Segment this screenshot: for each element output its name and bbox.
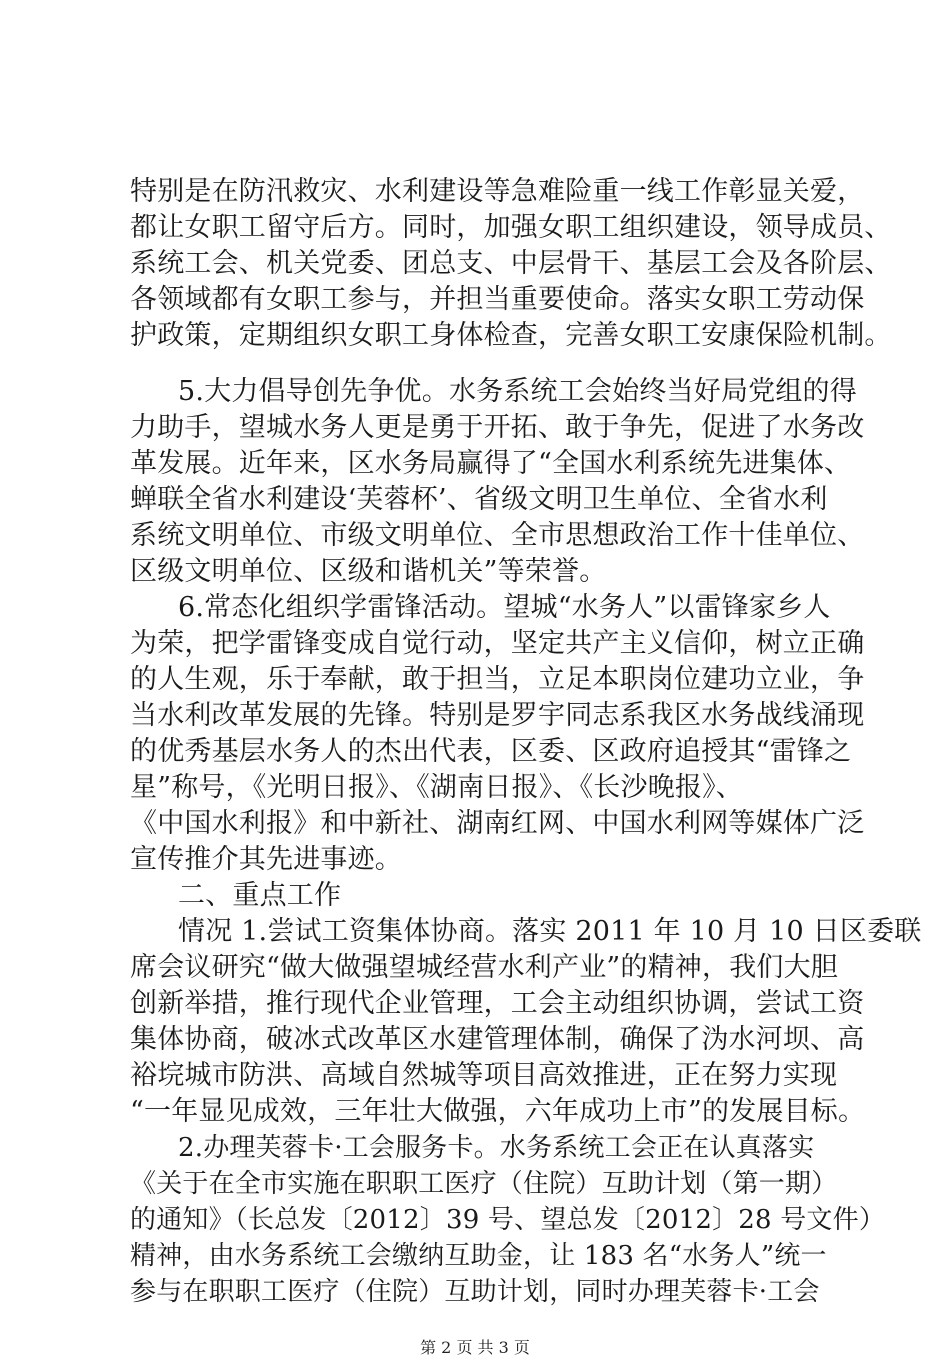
body-text-line: 护政策，定期组织女职工身体检查，完善女职工安康保险机制。 [130, 320, 892, 351]
body-text-line: 参与在职职工医疗（住院）互助计划，同时办理芙蓉卡·工会 [130, 1277, 820, 1307]
body-text-line: 集体协商，破冰式改革区水建管理体制，确保了沩水河坝、高 [130, 1024, 865, 1055]
body-text-line: 精神，由水务系统工会缴纳互助金，让 183 名“水务人”统一 [130, 1241, 827, 1271]
body-text-line: 特别是在防汛救灾、水利建设等急难险重一线工作彰显关爱， [130, 176, 865, 207]
body-text-line: 《关于在全市实施在职职工医疗（住院）互助计划（第一期） [130, 1169, 838, 1199]
body-text-line: 系统工会、机关党委、团总支、中层骨干、基层工会及各阶层、 [130, 248, 892, 279]
body-text-line: 创新举措，推行现代企业管理，工会主动组织协调，尝试工资 [130, 988, 865, 1019]
page-number-footer: 第 2 页 共 3 页 [420, 1338, 530, 1357]
body-text-line: 力助手，望城水务人更是勇于开拓、敢于争先，促进了水务改 [130, 412, 865, 443]
paragraph-first-line: 6.常态化组织学雷锋活动。望城“水务人”以雷锋家乡人 [178, 592, 831, 623]
body-text-line: 区级文明单位、区级和谐机关”等荣誉。 [130, 556, 607, 587]
body-text-line: 的通知》（长总发〔2012〕39 号、望总发〔2012〕28 号文件） [130, 1205, 886, 1235]
body-text-line: 当水利改革发展的先锋。特别是罗宇同志系我区水务战线涌现 [130, 700, 865, 731]
body-text-line: 为荣，把学雷锋变成自觉行动，坚定共产主义信仰，树立正确 [130, 628, 865, 659]
body-text-line: 蝉联全省水利建设‘芙蓉杯’、省级文明卫生单位、全省水利 [130, 484, 828, 515]
body-text-line: 系统文明单位、市级文明单位、全市思想政治工作十佳单位、 [130, 520, 865, 551]
body-text-line: 裕垸城市防洪、高域自然城等项目高效推进，正在努力实现 [130, 1060, 838, 1091]
paragraph-first-line: 2.办理芙蓉卡·工会服务卡。水务系统工会正在认真落实 [178, 1133, 815, 1163]
body-text-line: “一年显见成效，三年壮大做强，六年成功上市”的发展目标。 [130, 1096, 866, 1127]
body-text-line: 的优秀基层水务人的杰出代表，区委、区政府追授其“雷锋之 [130, 736, 852, 767]
section-heading: 二、重点工作 [178, 880, 342, 911]
body-text-line: 的人生观，乐于奉献，敢于担当，立足本职岗位建功立业，争 [130, 664, 865, 695]
paragraph-first-line: 5.大力倡导创先争优。水务系统工会始终当好局党组的得 [178, 376, 857, 407]
body-text-line: 《中国水利报》和中新社、湖南红网、中国水利网等媒体广泛 [130, 808, 865, 839]
body-text-line: 革发展。近年来，区水务局赢得了“全国水利系统先进集体、 [130, 448, 852, 479]
paragraph-first-line: 情况 1.尝试工资集体协商。落实 2011 年 10 月 10 日区委联 [178, 916, 922, 947]
body-text-line: 宣传推介其先进事迹。 [130, 844, 402, 875]
body-text-line: 星”称号，《光明日报》、《湖南日报》、《长沙晚报》、 [130, 772, 744, 803]
body-text-line: 都让女职工留守后方。同时，加强女职工组织建设，领导成员、 [130, 212, 892, 243]
body-text-line: 席会议研究“做大做强望城经营水利产业”的精神，我们大胆 [130, 952, 839, 983]
body-text-line: 各领域都有女职工参与，并担当重要使命。落实女职工劳动保 [130, 284, 865, 315]
